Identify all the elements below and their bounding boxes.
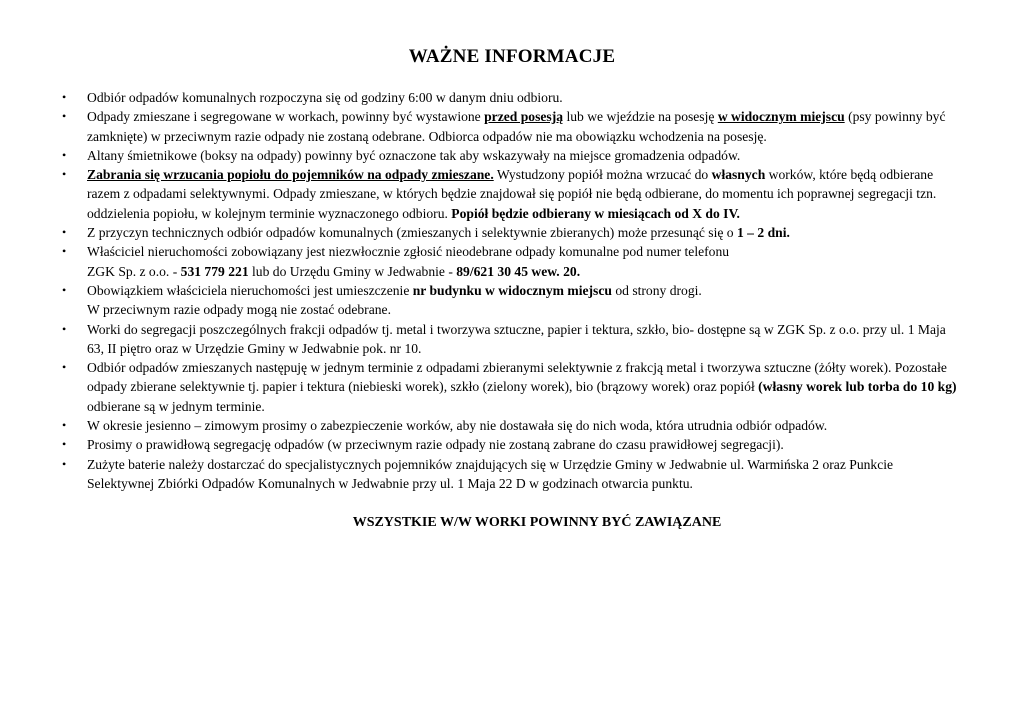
bold-text: 1 – 2 dni.	[736, 225, 790, 241]
item-text: lub we wjeździe na posesję	[563, 109, 718, 125]
emphasis-text: w widocznym miejscu	[717, 109, 845, 125]
list-item	[62, 88, 962, 107]
bold-text: nr budynku w widocznym miejscu	[412, 282, 612, 298]
bullet-icon: •	[62, 437, 67, 452]
item-text: Z przyczyn technicznych odbiór odpadów komunalnych (zmieszanych i selektywnie zbieranych) może przesunąć się o	[87, 225, 737, 241]
item-text: Prosimy o prawidłową segregację odpadów (w przeciwnym razie odpady nie zostaną zabrane do czasu prawidłowej segregacji).	[87, 437, 784, 453]
item-text: Odbiór odpadów zmieszanych następuję w jednym terminie z odpadami zbieranymi selektywnie z frakcją metal i tworzywa sztuczne (żółty worek). Pozostałe odpady zbierane selektywnie tj. papier i tektura (niebieski worek), szkło (zielony worek), bio (brązowy worek) oraz popiół	[87, 360, 947, 395]
item-text: Odbiór odpadów komunalnych rozpoczyna się od godziny 6:00 w danym dniu odbioru.	[87, 90, 563, 105]
bullet-icon: •	[62, 225, 67, 240]
item-text: W przeciwnym razie odpady mogą nie zostać odebrane.	[87, 302, 391, 318]
item-text: Obowiązkiem właściciela nieruchomości jest umieszczenie	[87, 282, 413, 298]
list-item	[62, 320, 962, 359]
item-text: (psy powinny być zamknięte) w przeciwnym razie odpady nie zostaną odebrane. Odbiorca odpadów nie ma obowiązku wchodzenia na posesję.	[87, 109, 946, 144]
bold-text: (własny worek lub torba do 10 kg)	[758, 379, 957, 395]
list-item	[62, 455, 962, 494]
item-text: odbierane są w jednym terminie.	[87, 398, 265, 414]
list-item	[62, 165, 962, 223]
phone-number: 89/621 30 45 wew. 20.	[456, 263, 581, 279]
list-item	[62, 146, 962, 165]
bullet-icon: •	[62, 109, 67, 124]
item-text: Worki do segregacji poszczególnych frakcji odpadów tj. metal i tworzywa sztuczne, papier i tektura, szkło, bio- dostępne są w ZGK Sp. z o.o. przy ul. 1 Maja 63, II piętro oraz w Urzędzie Gminy w Jedwabnie pok. nr 10.	[87, 321, 946, 356]
bullet-icon: •	[62, 360, 67, 375]
item-text: lub do Urzędu Gminy w Jedwabnie -	[248, 263, 457, 279]
bullet-icon: •	[62, 282, 67, 297]
page-title: WAŻNE INFORMACJE	[408, 46, 616, 67]
emphasis-text: Zabrania się wrzucania popiołu do pojemników na odpady zmieszane.	[87, 167, 494, 183]
bullet-icon: •	[62, 147, 67, 162]
item-text: od strony drogi.	[611, 282, 702, 298]
bullet-icon: •	[62, 321, 67, 336]
list-item	[62, 416, 962, 435]
item-text: Altany śmietnikowe (boksy na odpady) powinny być oznaczone tak aby wskazywały na miejsce gromadzenia odpadów.	[87, 147, 741, 163]
item-text: ZGK Sp. z o.o. -	[87, 263, 181, 279]
list-item	[62, 358, 962, 416]
list-item	[62, 281, 962, 320]
emphasis-text: przed posesją	[484, 109, 564, 125]
list-item	[62, 223, 962, 242]
list-item	[62, 242, 962, 281]
item-text: W okresie jesienno – zimowym prosimy o zabezpieczenie worków, aby nie dostawała się do nich woda, która utrudnia odbiór odpadów.	[87, 418, 828, 434]
item-text: Odpady zmieszane i segregowane w workach, powinny być wystawione	[87, 109, 485, 125]
phone-number: 531 779 221	[180, 263, 249, 279]
footer-notice: WSZYSTKIE W/W WORKI POWINNY BYĆ ZAWIĄZANE	[352, 515, 722, 530]
bullet-icon: •	[62, 418, 67, 433]
notice-list	[62, 88, 962, 493]
bullet-icon: •	[62, 244, 67, 259]
list-item	[62, 435, 962, 454]
item-text: worków, które będą odbierane razem z odpadami selektywnymi. Odpady zmieszane, w których będzie znajdował się popiół nie będą odbierane, do momentu ich poprawnej segregacji tzn. oddzielenia popiołu, w kolejnym terminie wyznaczonego odbioru.	[87, 167, 937, 221]
item-text: Zużyte baterie należy dostarczać do specjalistycznych pojemników znajdujących się w Urzędzie Gminy w Jedwabnie ul. Warmińska 2 oraz Punkcie Selektywnej Zbiórki Odpadów Komunalnych w Jedwabnie przy ul. 1 Maja 22 D w godzinach otwarcia punktu.	[87, 456, 894, 491]
bullet-icon: •	[62, 90, 67, 104]
item-text: Wystudzony popiół można wrzucać do	[493, 167, 712, 183]
bold-text: Popiół będzie odbierany w miesiącach od X do IV.	[451, 205, 740, 221]
bullet-icon: •	[62, 456, 67, 471]
bold-text: własnych	[711, 167, 766, 183]
list-item	[62, 107, 962, 146]
bullet-icon: •	[62, 167, 67, 182]
item-text: Właściciel nieruchomości zobowiązany jest niezwłocznie zgłosić nieodebrane odpady komunalne pod numer telefonu	[87, 244, 730, 260]
